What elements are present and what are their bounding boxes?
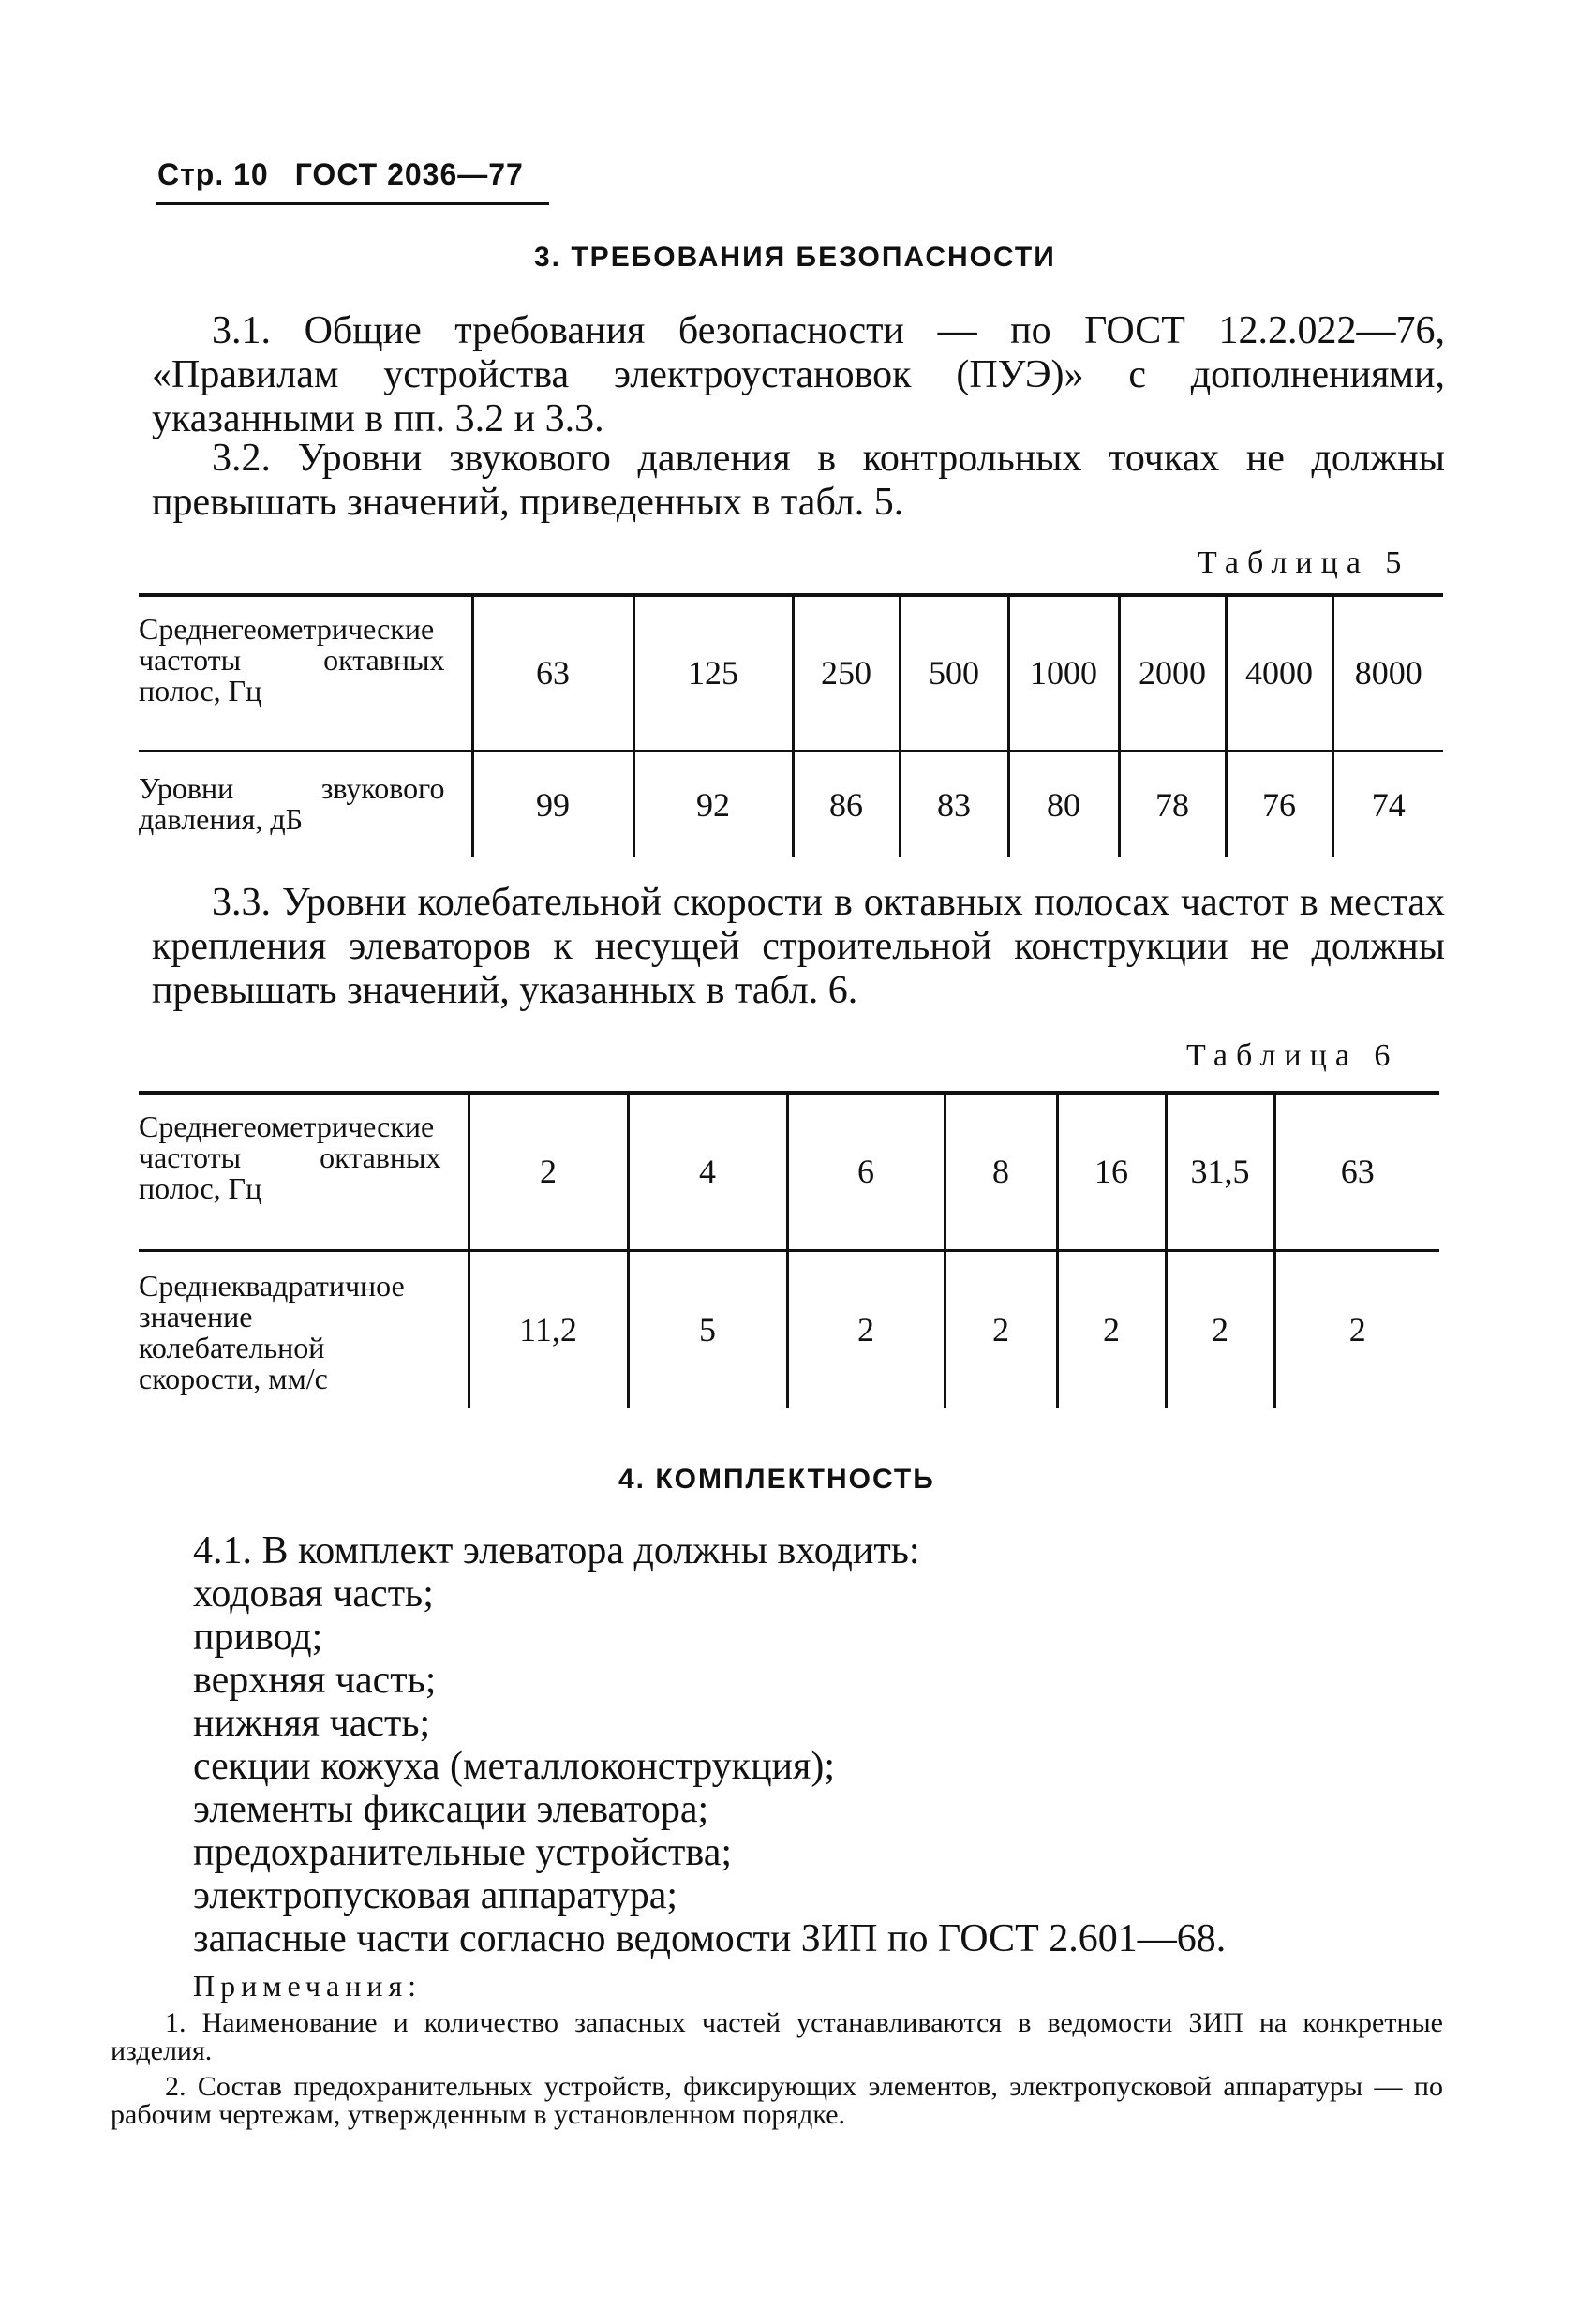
- table-5-row2-label: Уровни звукового давления, дБ: [139, 770, 445, 836]
- table-cell: 5: [628, 1250, 787, 1408]
- table-cell: 4000: [1226, 597, 1332, 751]
- table-6-row1-label: Среднегеометрические частоты октавных полос, Гц: [139, 1095, 469, 1250]
- paragraph-3-1-text: 3.1. Общие требования безопасности — по ГОСТ 12.2.022—76, «Правилам устройства электроустановок (ПУЭ)» с дополнениями, указанными в пп. 3.2 и 3.3.: [152, 309, 1445, 440]
- table-5-row-levels: [139, 751, 1443, 857]
- table-cell: 80: [1008, 751, 1119, 857]
- table-cell: 74: [1332, 751, 1443, 857]
- table-cell: 63: [472, 597, 633, 751]
- table-6-caption: Таблица 6: [1186, 1038, 1399, 1073]
- table-cell: 500: [900, 597, 1008, 751]
- table-6-row-frequencies: [139, 1095, 1439, 1250]
- page-number: Стр. 10: [157, 157, 269, 191]
- note-1: [111, 2009, 1443, 2065]
- paragraph-3-1: [152, 309, 1445, 441]
- table-cell: 2: [1057, 1250, 1166, 1408]
- table-cell: 86: [793, 751, 900, 857]
- note-2: [111, 2073, 1443, 2129]
- note-2-text: 2. Состав предохранительных устройств, фиксирующих элементов, электропусковой аппаратуры — по рабочим чертежам, утвержденным в установленном порядке.: [111, 2071, 1443, 2130]
- table-cell: 125: [633, 597, 793, 751]
- kit-intro: 4.1. В комплект элеватора должны входить:: [193, 1529, 920, 1572]
- table-cell: 11,2: [469, 1250, 628, 1408]
- notes-title: Примечания:: [193, 1969, 423, 2003]
- list-item: электропусковая аппаратура;: [193, 1874, 678, 1917]
- table-cell: 2: [787, 1250, 945, 1408]
- paragraph-3-3: [152, 881, 1445, 1013]
- table-cell: 83: [900, 751, 1008, 857]
- standard-number: ГОСТ 2036—77: [294, 157, 524, 191]
- table-cell: 2: [1166, 1250, 1274, 1408]
- list-item: элементы фиксации элеватора;: [193, 1788, 709, 1831]
- table-cell: 6: [787, 1095, 945, 1250]
- paragraph-3-2: [152, 437, 1445, 525]
- table-6: [139, 1095, 1439, 1408]
- list-item: запасные части согласно ведомости ЗИП по ГОСТ 2.601—68.: [193, 1917, 1227, 1960]
- list-item: нижняя часть;: [193, 1702, 431, 1745]
- table-cell: 2: [1274, 1250, 1439, 1408]
- table-6-row-velocity: [139, 1250, 1439, 1408]
- table-cell: 2: [945, 1250, 1057, 1408]
- table-cell: 2000: [1119, 597, 1226, 751]
- list-item: привод;: [193, 1616, 323, 1659]
- table-cell: 8000: [1332, 597, 1443, 751]
- table-cell: 2: [469, 1095, 628, 1250]
- list-item: ходовая часть;: [193, 1572, 434, 1616]
- section-4-title: 4. КОМПЛЕКТНОСТЬ: [618, 1464, 935, 1495]
- table-5-row-frequencies: [139, 597, 1443, 751]
- table-cell: 92: [633, 751, 793, 857]
- page-header: [157, 157, 524, 192]
- table-cell: 250: [793, 597, 900, 751]
- table-cell: 78: [1119, 751, 1226, 857]
- table-5: [139, 597, 1443, 857]
- section-3-title: 3. ТРЕБОВАНИЯ БЕЗОПАСНОСТИ: [534, 242, 1056, 273]
- table-cell: 16: [1057, 1095, 1166, 1250]
- list-item: верхняя часть;: [193, 1659, 437, 1702]
- table-5-row1-label: Среднегеометрические частоты октавных полос, Гц: [139, 597, 472, 751]
- table-cell: 31,5: [1166, 1095, 1274, 1250]
- table-cell: 8: [945, 1095, 1057, 1250]
- list-item: предохранительные устройства;: [193, 1831, 732, 1874]
- table-cell: 76: [1226, 751, 1332, 857]
- table-cell: 1000: [1008, 597, 1119, 751]
- table-cell: 4: [628, 1095, 787, 1250]
- table-6-row2-label: Среднеквадратичное значение колебательной скорости, мм/с: [139, 1268, 405, 1395]
- table-5-caption: Таблица 5: [1198, 545, 1410, 580]
- paragraph-3-2-text: 3.2. Уровни звукового давления в контрольных точках не должны превышать значений, приведенных в табл. 5.: [152, 437, 1445, 524]
- table-cell: 99: [472, 751, 633, 857]
- table-cell: 63: [1274, 1095, 1439, 1250]
- header-rule: [156, 202, 549, 205]
- paragraph-3-3-text: 3.3. Уровни колебательной скорости в октавных полосах частот в местах крепления элеваторов к несущей строительной конструкции не должны превышать значений, указанных в табл. 6.: [152, 881, 1445, 1012]
- list-item: секции кожуха (металлоконструкция);: [193, 1745, 836, 1788]
- note-1-text: 1. Наименование и количество запасных частей устанавливаются в ведомости ЗИП на конкретные изделия.: [111, 2007, 1443, 2066]
- kit-list: [193, 1572, 1449, 1960]
